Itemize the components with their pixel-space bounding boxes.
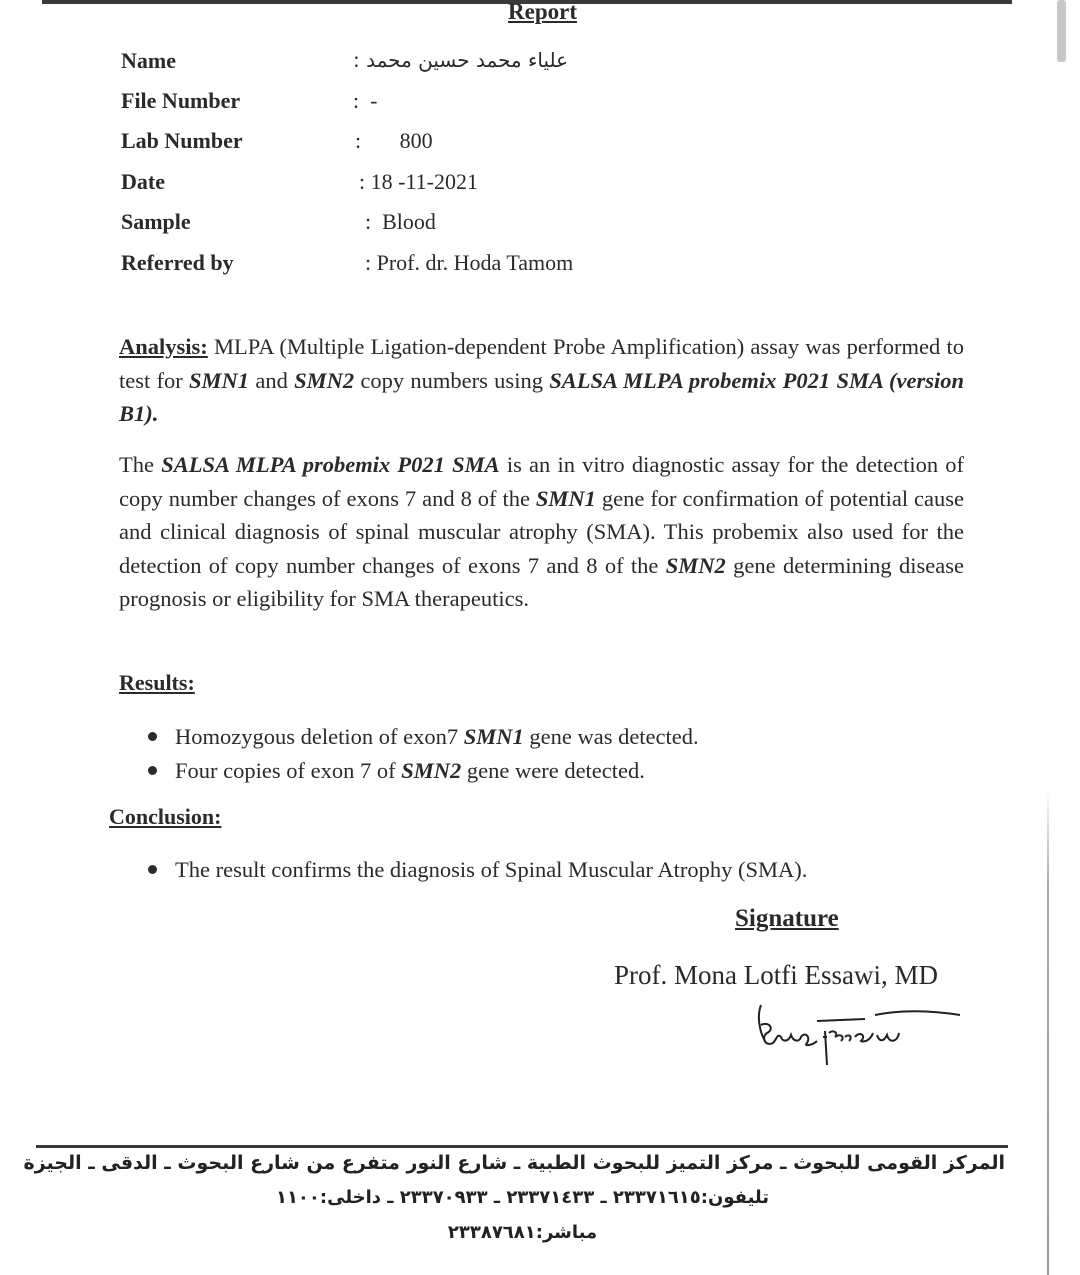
text: is an in vitro diagnostic assay for the detection of copy number changes of exons 7 and 8 of the	[119, 452, 965, 511]
info-label: Referred by	[121, 250, 234, 275]
bullet-icon	[148, 732, 157, 741]
conclusion-item	[148, 857, 807, 883]
bullet-icon	[148, 766, 157, 775]
page-edge-line	[1047, 790, 1049, 1275]
signature-heading: Signature	[735, 905, 839, 932]
gene-name: SMN2	[665, 552, 726, 578]
signatory-name: Prof. Mona Lotfi Essawi, MD	[614, 960, 938, 990]
info-value: : Blood	[365, 209, 436, 234]
info-label: File Number	[121, 88, 241, 113]
text: Four copies of exon 7 of	[175, 758, 402, 783]
text: The	[119, 452, 162, 477]
info-label: Sample	[121, 209, 191, 234]
text: gene determining disease prognosis or eligibility for SMA therapeutics.	[119, 552, 965, 611]
gene-name: SMN1	[463, 724, 524, 749]
text: and	[249, 367, 295, 393]
report-title: Report	[508, 0, 577, 24]
handwritten-signature	[755, 1003, 965, 1068]
info-value: : -	[353, 88, 378, 113]
text: Homozygous deletion of exon7	[175, 724, 464, 749]
text: gene was detected.	[523, 724, 699, 749]
gene-name: SMN1	[189, 367, 250, 393]
results-heading: Results:	[119, 670, 195, 695]
bullet-icon	[148, 865, 157, 874]
scrollbar-thumb[interactable]	[1057, 0, 1066, 62]
description-paragraph	[119, 448, 964, 616]
text: copy numbers using	[354, 367, 550, 393]
info-value: : Prof. dr. Hoda Tamom	[365, 250, 574, 275]
text: The result confirms the diagnosis of Spinal Muscular Atrophy (SMA).	[175, 857, 808, 882]
info-label: Name	[121, 48, 176, 73]
analysis-heading: Analysis:	[119, 334, 208, 359]
info-label: Date	[121, 169, 165, 194]
conclusion-heading: Conclusion:	[109, 804, 222, 829]
info-label: Lab Number	[121, 128, 243, 153]
text: gene were detected.	[461, 758, 645, 783]
result-item	[148, 724, 699, 750]
analysis-paragraph	[119, 330, 964, 431]
info-value: : 18 -11-2021	[359, 169, 478, 194]
kit-name: SALSA MLPA probemix P021 SMA (version B1).	[119, 367, 964, 426]
gene-name: SMN2	[294, 367, 355, 393]
info-value: علياء محمد حسين محمد :	[353, 48, 569, 72]
gene-name: SMN1	[535, 485, 596, 511]
text: MLPA (Multiple Ligation-dependent Probe Amplification) assay was performed to test for	[119, 334, 964, 393]
info-value: : 800	[355, 128, 433, 153]
result-item	[148, 758, 645, 784]
gene-name: SMN2	[401, 758, 462, 783]
footer-phones: تليفون:٢٣٣٧١٦١٥ ـ ٢٣٣٧١٤٣٣ ـ ٢٣٣٧٠٩٣٣ ـ داخلى:١١٠٠	[275, 1187, 770, 1208]
text: gene for confirmation of potential cause and clinical diagnosis of spinal muscular atrophy (SMA). This probemix also used for the detection of copy number changes of exons 7 and 8 of the	[119, 485, 965, 578]
footer-rule	[36, 1145, 1008, 1148]
footer-address: المركز القومى للبحوث ـ مركز التميز للبحوث الطبية ـ شارع النور متفرع من شارع البحوث ـ الدقى ـ الجيزة	[23, 1152, 1005, 1174]
kit-name: SALSA MLPA probemix P021 SMA	[161, 452, 500, 477]
footer-direct-phone: مباشر:٢٣٣٨٧٦٨١	[447, 1222, 598, 1243]
